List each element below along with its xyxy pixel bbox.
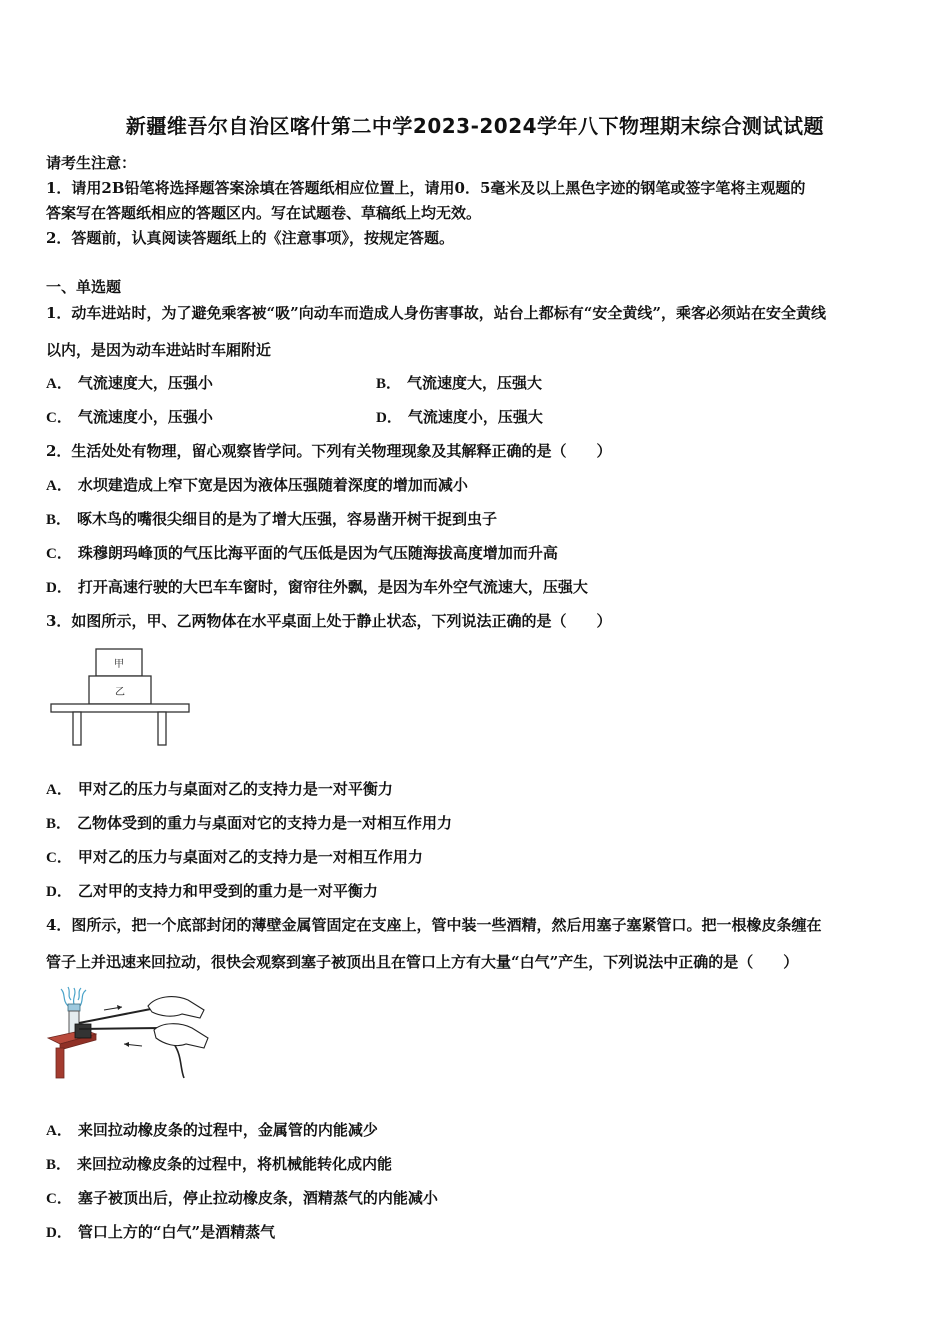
q1-option-b-text: 气流速度大，压强大	[407, 374, 543, 392]
q2-option-d-text: 打开高速行驶的大巴车车窗时，窗帘往外飘，是因为车外空气流速大，压强大	[77, 578, 588, 596]
rubber-strip-lower	[79, 1028, 162, 1029]
q4-option-d	[46, 1221, 275, 1242]
notice-line-1b: 答案写在答题纸相应的答题区内。写在试题卷、草稿纸上均无效。	[46, 204, 482, 222]
q4-option-a-label: A．	[46, 1123, 72, 1139]
rubber-strip-upper	[79, 1008, 156, 1023]
q2-stem: 2．生活处处有物理，留心观察皆学问。下列有关物理现象及其解释正确的是（ ）	[46, 442, 612, 460]
q4-option-b-label: B．	[46, 1157, 72, 1173]
q2-option-d	[46, 576, 588, 597]
q1-option-a-text: 气流速度大，压强小	[77, 374, 213, 392]
notice-line-2: 2．答题前，认真阅读答题纸上的《注意事项》，按规定答题。	[46, 229, 454, 247]
q1-option-b	[376, 372, 542, 393]
q1-option-a-label: A．	[46, 376, 72, 392]
notice-heading: 请考生注意：	[46, 154, 137, 172]
lower-hand	[154, 1024, 208, 1048]
q2-option-a-label: A．	[46, 478, 72, 494]
q3-option-d-label: D．	[46, 884, 72, 900]
q2-option-c-text: 珠穆朗玛峰顶的气压比海平面的气压低是因为气压随海拔高度增加而升高	[77, 544, 558, 562]
arrow-up-head	[117, 1005, 122, 1010]
q1-option-c	[46, 406, 213, 427]
q3-option-d-text: 乙对甲的支持力和甲受到的重力是一对平衡力	[77, 882, 378, 900]
q2-option-b-label: B．	[46, 512, 72, 528]
q4-stem-line-1: 4．图所示，把一个底部封闭的薄壁金属管固定在支座上，管中装一些酒精，然后用塞子塞紧管口。把一根橡皮条缠在	[46, 916, 822, 934]
notice-line-1: 1．请用2B铅笔将选择题答案涂填在答题纸相应位置上，请用0．5毫米及以上黑色字迹的钢笔或签字笔将主观题的	[46, 179, 806, 197]
q2-option-c	[46, 542, 558, 563]
q2-option-c-label: C．	[46, 546, 72, 562]
q3-option-b-text: 乙物体受到的重力与桌面对它的支持力是一对相互作用力	[77, 814, 453, 832]
q3-option-a-label: A．	[46, 782, 72, 798]
q3-option-b	[46, 812, 452, 833]
q3-blocks-on-table-figure	[48, 644, 193, 748]
stand-leg	[56, 1048, 64, 1078]
q4-option-c-label: C．	[46, 1191, 72, 1207]
white-vapor-illustration	[61, 987, 86, 1006]
q2-option-a-text: 水坝建造成上窄下宽是因为液体压强随着深度的增加而减小	[77, 476, 468, 494]
q4-option-c	[46, 1187, 438, 1208]
q1-option-c-text: 气流速度小，压强小	[77, 408, 213, 426]
q3-option-b-label: B．	[46, 816, 72, 832]
clamp	[75, 1024, 91, 1038]
q4-option-a	[46, 1119, 378, 1140]
q1-option-c-label: C．	[46, 410, 72, 426]
q3-option-a-text: 甲对乙的压力与桌面对乙的支持力是一对平衡力	[77, 780, 393, 798]
q4-option-b	[46, 1153, 392, 1174]
block-jia-label: 甲	[114, 659, 124, 670]
q3-stem: 3．如图所示，甲、乙两物体在水平桌面上处于静止状态，下列说法正确的是（ ）	[46, 612, 612, 630]
block-yi-label: 乙	[115, 687, 125, 698]
table-leg-right	[158, 712, 166, 745]
q1-option-d-label: D．	[376, 410, 402, 426]
q4-metal-tube-rubber-strip-figure	[44, 986, 214, 1081]
q3-option-c-label: C．	[46, 850, 72, 866]
q4-option-d-text: 管口上方的“白气”是酒精蒸气	[77, 1223, 276, 1241]
q4-option-c-text: 塞子被顶出后，停止拉动橡皮条，酒精蒸气的内能减小	[77, 1189, 438, 1207]
q1-option-b-label: B．	[376, 376, 402, 392]
table-leg-left	[73, 712, 81, 745]
q3-option-c	[46, 846, 423, 867]
q3-option-a	[46, 778, 393, 799]
q2-option-a	[46, 474, 468, 495]
q4-option-b-text: 来回拉动橡皮条的过程中，将机械能转化成内能	[77, 1155, 393, 1173]
page-title: 新疆维吾尔自治区喀什第二中学2023-2024学年八下物理期末综合测试试题	[125, 114, 825, 138]
section-heading: 一、单选题	[46, 278, 122, 296]
q2-option-b	[46, 508, 497, 529]
q4-option-a-text: 来回拉动橡皮条的过程中，金属管的内能减少	[77, 1121, 378, 1139]
q2-option-d-label: D．	[46, 580, 72, 596]
q1-option-d	[376, 406, 543, 427]
q2-option-b-text: 啄木鸟的嘴很尖细目的是为了增大压强，容易凿开树干捉到虫子	[77, 510, 498, 528]
rubber-strip-end	[174, 1044, 184, 1078]
q4-stem-line-2: 管子上并迅速来回拉动，很快会观察到塞子被顶出且在管口上方有大量“白气”产生，下列说法中正确的是（ ）	[46, 953, 799, 971]
q1-stem-line-2: 以内，是因为动车进站时车厢附近	[46, 341, 272, 359]
q3-option-c-text: 甲对乙的压力与桌面对乙的支持力是一对相互作用力	[77, 848, 423, 866]
q4-option-d-label: D．	[46, 1225, 72, 1241]
upper-hand	[148, 997, 204, 1018]
table-top	[51, 704, 189, 712]
q1-option-d-text: 气流速度小，压强大	[407, 408, 543, 426]
q3-option-d	[46, 880, 378, 901]
q1-stem-line-1: 1．动车进站时，为了避免乘客被“吸”向动车而造成人身伤害事故，站台上都标有“安全黄线”，乘客必须站在安全黄线	[46, 304, 826, 322]
stopper	[68, 1004, 80, 1011]
q1-option-a	[46, 372, 213, 393]
